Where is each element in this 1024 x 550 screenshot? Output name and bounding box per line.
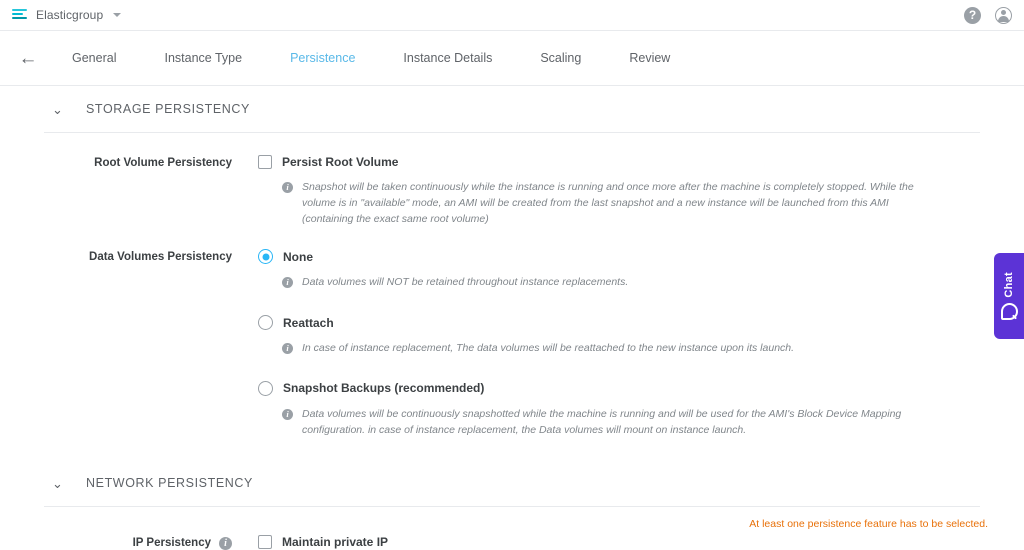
persist-root-volume-help-text: Snapshot will be taken continuously while the instance is running and once more after the machine is completely stopped. While the volume is in "available" mode, an AMI will be created from the last snapshot and a new instance will be launched from this AMI (containing the exact same root volume) [302, 181, 914, 225]
radio-none[interactable] [258, 249, 273, 264]
data-volumes-option-snapshot-backups[interactable] [258, 381, 984, 396]
tab-general[interactable]: General [72, 51, 117, 65]
info-icon: i [282, 343, 293, 354]
data-volumes-persistency-body [258, 249, 984, 438]
storage-persistency-title: STORAGE PERSISTENCY [86, 102, 250, 116]
validation-message: At least one persistence feature has to be selected. [749, 518, 988, 530]
persist-root-volume-help [258, 180, 984, 227]
radio-snapshot-backups-help [258, 407, 984, 439]
info-icon[interactable]: i [219, 537, 232, 550]
root-volume-persistency-label: Root Volume Persistency [94, 157, 232, 169]
radio-reattach-help-text: In case of instance replacement, The data volumes will be reattached to the new instance upon its launch. [302, 342, 795, 354]
data-volumes-option-none[interactable] [258, 249, 984, 264]
top-bar-actions [964, 7, 1012, 24]
tab-review[interactable]: Review [629, 51, 671, 65]
data-volumes-persistency-label: Data Volumes Persistency [89, 251, 232, 264]
maintain-private-ip-checkbox[interactable] [258, 535, 272, 549]
info-icon: i [282, 182, 293, 193]
radio-snapshot-backups-label: Snapshot Backups (recommended) [283, 381, 485, 396]
persist-root-volume-checkbox[interactable] [258, 155, 272, 169]
chevron-down-icon[interactable]: ⌄ [52, 475, 63, 491]
network-persistency-section-header[interactable] [40, 460, 984, 506]
wizard-tabs [48, 45, 694, 71]
storage-persistency-section-header[interactable] [40, 86, 984, 132]
radio-none-help [258, 275, 984, 291]
radio-snapshot-backups[interactable] [258, 381, 273, 396]
chevron-down-icon[interactable] [113, 13, 121, 17]
radio-reattach[interactable] [258, 315, 273, 330]
brand-menu[interactable] [12, 8, 121, 22]
ip-persistency-label-wrap [40, 535, 258, 550]
ip-persistency-body [258, 535, 984, 550]
radio-none-help-text: Data volumes will NOT be retained throughout instance replacements. [302, 276, 629, 289]
chat-widget[interactable] [994, 253, 1024, 339]
data-volumes-persistency-row [40, 227, 984, 438]
network-persistency-title: NETWORK PERSISTENCY [86, 476, 253, 491]
root-volume-persistency-row [40, 133, 984, 227]
chevron-down-icon[interactable]: ⌄ [52, 101, 63, 117]
maintain-private-ip-label: Maintain private IP [282, 535, 389, 550]
back-arrow-icon[interactable]: ← [18, 47, 38, 69]
radio-reattach-help [258, 341, 984, 357]
tab-persistence[interactable]: Persistence [290, 51, 356, 65]
brand-name: Elasticgroup [36, 8, 104, 22]
root-volume-persistency-body [258, 155, 984, 227]
chat-bubble-icon [1001, 303, 1018, 320]
chat-label: Chat [1003, 272, 1015, 298]
radio-snapshot-backups-help-text: Data volumes will be continuously snapshotted while the machine is running and will be used for the AMI's Block Device Mapping configuration. in case of instance replacement, the Data volumes will mount on instance launch. [302, 407, 902, 436]
maintain-private-ip-option[interactable] [258, 535, 984, 549]
ip-persistency-label: IP Persistency [132, 537, 211, 550]
top-bar [0, 0, 1024, 31]
tab-instance-type[interactable]: Instance Type [164, 51, 243, 65]
tab-scaling[interactable]: Scaling [540, 51, 582, 65]
info-icon: i [282, 277, 293, 288]
radio-reattach-label: Reattach [283, 315, 334, 330]
wizard-tabs-bar [0, 31, 1024, 86]
elastigroup-logo-icon [12, 8, 28, 22]
account-avatar-icon[interactable] [995, 7, 1012, 24]
tab-instance-details[interactable]: Instance Details [403, 51, 493, 65]
persistence-form [0, 86, 1024, 550]
data-volumes-option-reattach[interactable] [258, 315, 984, 330]
persist-root-volume-label: Persist Root Volume [282, 155, 399, 169]
persist-root-volume-option[interactable] [258, 155, 984, 169]
help-icon[interactable]: ? [964, 7, 981, 24]
info-icon: i [282, 409, 293, 420]
radio-none-label: None [283, 249, 313, 264]
